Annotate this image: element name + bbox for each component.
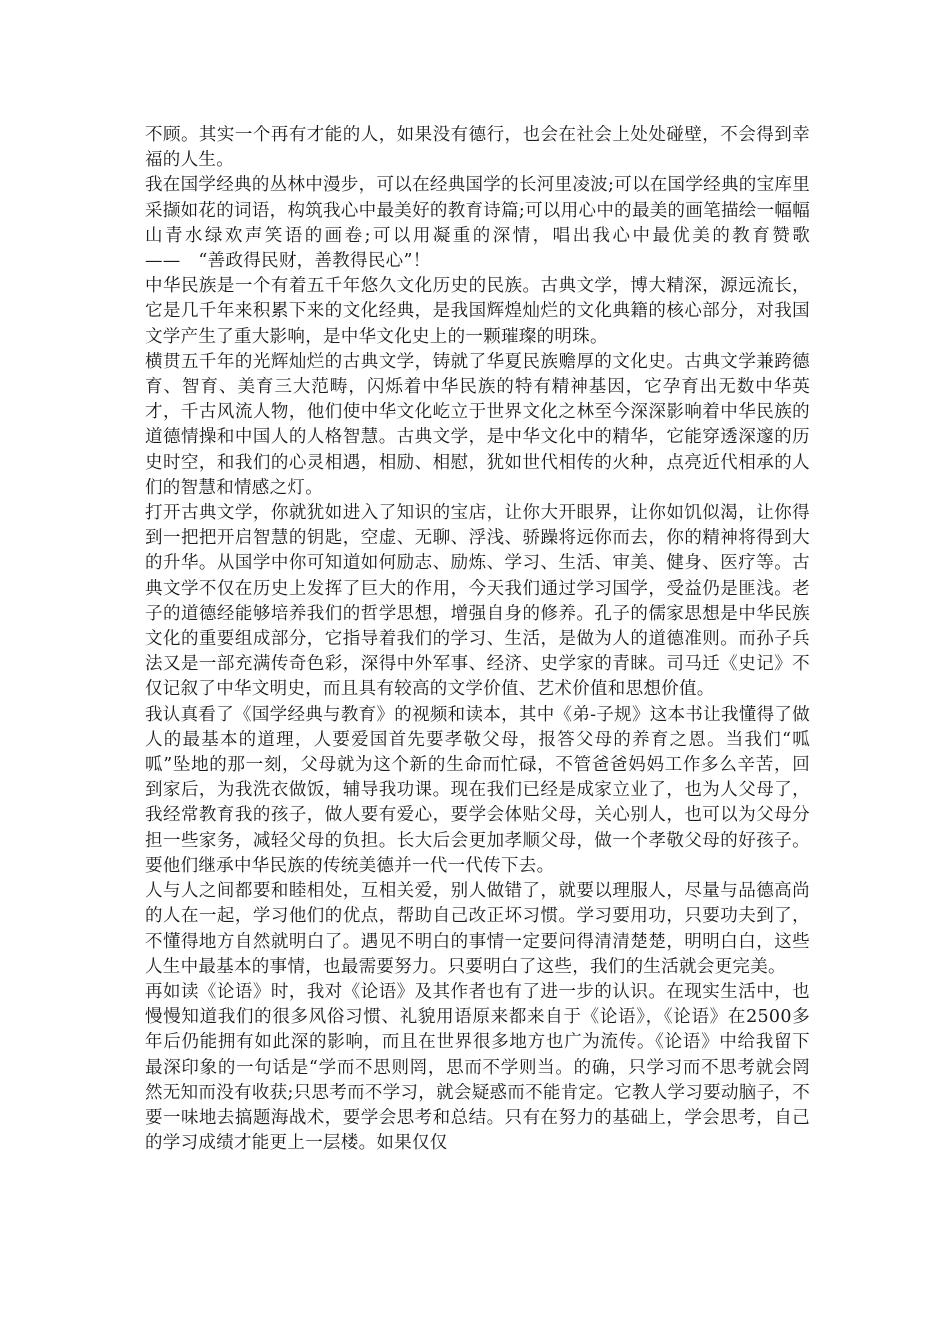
- paragraph-1: 不顾。其实一个再有才能的人，如果没有德行，也会在社会上处处碰壁，不会得到幸福的人生。: [145, 125, 810, 171]
- paragraph-4: 横贯五千年的光辉灿烂的古典文学，铸就了华夏民族赡厚的文化史。古典文学兼跨德育、智育、美育三大范畴，闪烁着中华民族的特有精神基因，它孕育出无数中华英才，千古风流人物，他们使中华文化屹立于世界文化之林至今深深影响着中华民族的道德情操和中国人的人格智慧。古典文学，是中华文化中的精华，它能穿透深邃的历史时空，和我们的心灵相遇，相励、相慰，犹如世代相传的火种，点亮近代相承的人们的智慧和情感之灯。: [145, 351, 810, 498]
- paragraph-7: 人与人之间都要和睦相处，互相关爱，别人做错了，就要以理服人，尽量与品德高尚的人在一起，学习他们的优点，帮助自己改正坏习惯。学习要用功，只要功夫到了，不懂得地方自然就明白了。遇见不明白的事情一定要问得清清楚楚，明明白白，这些人生中最基本的事情，也最需要努力。只要明白了这些，我们的生活就会更完美。: [145, 881, 810, 977]
- paragraph-2: 我在国学经典的丛林中漫步，可以在经典国学的长河里凌波;可以在国学经典的宝库里采撷如花的词语，构筑我心中最美好的教育诗篇;可以用心中的最美的画笔描绘一幅幅山青水绿欢声笑语的画卷;可以用凝重的深情，唱出我心中最优美的教育赞歌—— “善政得民财，善教得民心”！: [145, 175, 810, 272]
- paragraph-8: 再如读《论语》时，我对《论语》及其作者也有了进一步的认识。在现实生活中，也慢慢知道我们的很多风俗习惯、礼貌用语原来都来自于《论语》，《论语》在2500多年后仍能拥有如此深的影响，而且在世界很多地方也广为流传。《论语》中给我留下最深印象的一句话是“学而不思则罔，思而不学则当。的确，只学习而不思考就会罔然无知而没有收获;只思考而不学习，就会疑惑而不能肯定。它教人学习要动脑子，不要一味地去搞题海战术，要学会思考和总结。只有在努力的基础上，学会思考，自己的学习成绩才能更上一层楼。如果仅仅: [145, 981, 810, 1154]
- document-body: [145, 123, 810, 1156]
- paragraph-5: 打开古典文学，你就犹如进入了知识的宝店，让你大开眼界，让你如饥似渴，让你得到一把把开启智慧的钥匙，空虚、无聊、浮浅、骄躁将远你而去，你的精神将得到大的升华。从国学中你可知道如何励志、励炼、学习、生活、审美、健身、医疗等。古典文学不仅在历史上发挥了巨大的作用，今天我们通过学习国学，受益仍是匪浅。老子的道德经能够培养我们的哲学思想，增强自身的修养。孔子的儒家思想是中华民族文化的重要组成部分，它指导着我们的学习、生活，是做为人的道德准则。而孙子兵法又是一部充满传奇色彩，深得中外军事、经济、史学家的青睐。司马迁《史记》不仅记叙了中华文明史，而且具有较高的文学价值、艺术价值和思想价值。: [145, 503, 810, 700]
- paragraph-6: 我认真看了《国学经典与教育》的视频和读本，其中《弟-子规》这本书让我懂得了做人的最基本的道理，人要爱国首先要孝敬父母，报答父母的养育之恩。当我们“呱呱”坠地的那一刻，父母就为这个新的生命而忙碌，不管爸爸妈妈工作多么辛苦，回到家后，为我洗衣做饭，辅导我功课。现在我们已经是成家立业了，也为人父母了，我经常教育我的孩子，做人要有爱心，要学会体贴父母，关心别人，也可以为父母分担一些家务，减轻父母的负担。长大后会更加孝顺父母，做一个孝敬父母的好孩子。要他们继承中华民族的传统美德并一代一代传下去。: [145, 704, 810, 876]
- paragraph-3: 中华民族是一个有着五千年悠久文化历史的民族。古典文学，博大精深，源远流长，它是几千年来积累下来的文化经典，是我国辉煌灿烂的文化典籍的核心部分，对我国文学产生了重大影响，是中华文化史上的一颗璀璨的明珠。: [145, 276, 810, 347]
